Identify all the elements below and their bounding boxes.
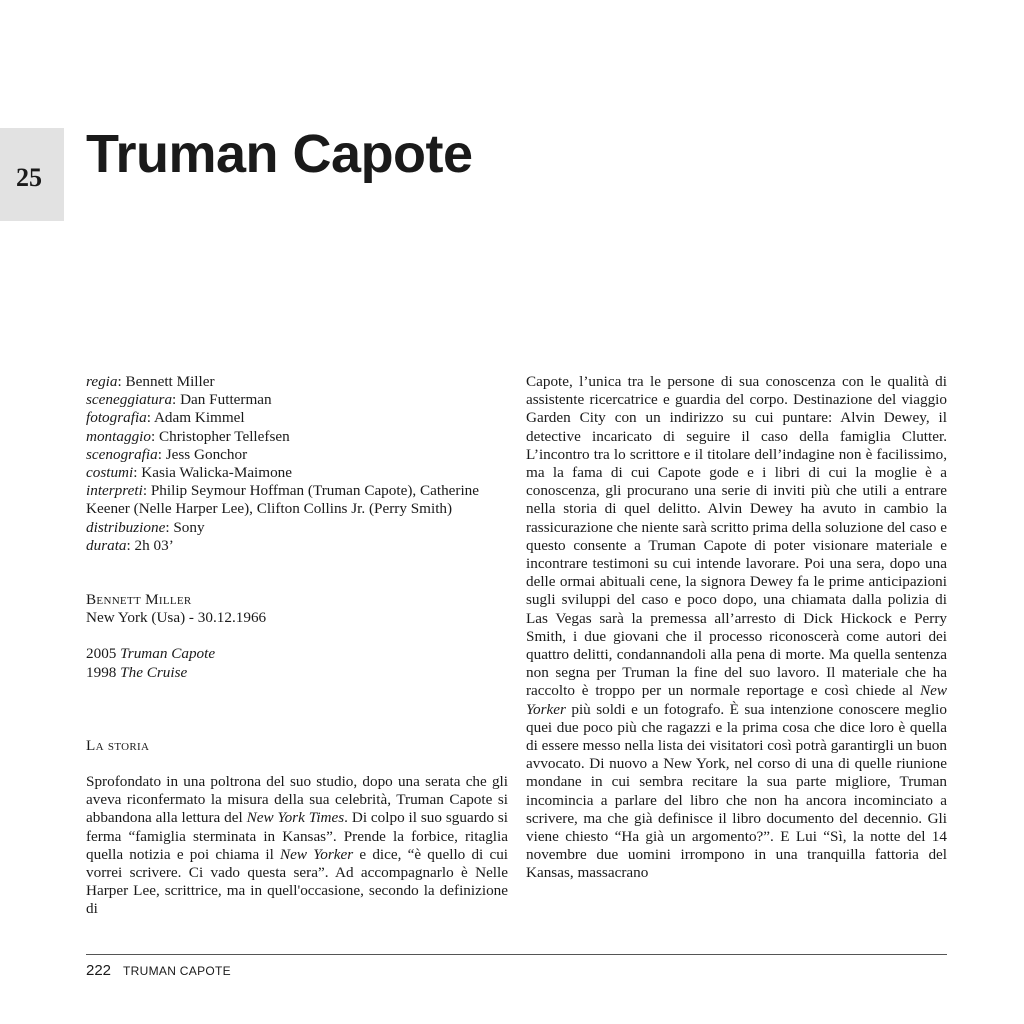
film-year: 2005 <box>86 645 117 663</box>
credit-value: Bennett Miller <box>125 373 215 390</box>
credit-label: distribuzione <box>86 518 166 536</box>
credit-line: interpreti: Philip Seymour Hoffman (Truman Capote), Catherine Keener (Nelle Harper Lee), Clifton Collins Jr. (Perry Smith) <box>86 482 480 518</box>
credit-label: interpreti <box>86 482 143 500</box>
credit-line: distribuzione: Sony <box>86 518 205 536</box>
credit-line: montaggio: Christopher Tellefsen <box>86 427 290 445</box>
credit-value: 2h 03’ <box>134 536 174 554</box>
credit-line: regia: Bennett Miller <box>86 373 215 390</box>
credit-line: costumi: Kasia Walicka-Maimone <box>86 464 293 482</box>
credit-label: scenografia <box>86 445 158 463</box>
director-heading: Bennett Miller <box>86 591 192 609</box>
filmography-item <box>86 664 508 682</box>
credits-block <box>86 373 508 555</box>
director-birth: New York (Usa) - 30.12.1966 <box>86 609 267 627</box>
credit-value: Jess Gonchor <box>165 445 248 463</box>
filmography-item <box>86 645 508 663</box>
film-year: 1998 <box>86 663 117 681</box>
credit-line: durata: 2h 03’ <box>86 536 174 554</box>
story-text-left: Sprofondato in una poltrona del suo studio, dopo una serata che gli aveva riconfermato la misura della sua celebrità, Truman Capote si abbandona alla lettura del New York Times. Di colpo il suo sguardo si ferma “famiglia sterminata in Kansas”. Prende la forbice, ritaglia quella notizia e poi chiama il New Yorker e dice, “è quello di cui vorrei scrivere. Ci vado questa sera”. Ad accompagnarlo è Nelle Harper Lee, scrittrice, ma in quell'occasione, secondo la definizione di <box>86 773 509 918</box>
footer-rule <box>86 954 947 955</box>
credit-value: Kasia Walicka-Maimone <box>141 464 293 482</box>
credit-value: Dan Futterman <box>180 391 272 409</box>
page-footer <box>86 962 231 979</box>
credit-label: regia <box>86 373 118 390</box>
chapter-number: 25 <box>16 163 42 192</box>
credit-value: Christopher Tellefsen <box>159 427 290 445</box>
story-heading: La storia <box>86 736 150 754</box>
chapter-title: Truman Capote <box>86 124 473 184</box>
credit-value: Adam Kimmel <box>153 409 245 427</box>
story-text-right: Capote, l’unica tra le persone di sua conoscenza con le qualità di assistente ricercatrice e guardia del corpo. Destinazione del viaggio Garden City con un indirizzo su cui puntare: Alvin Dewey, il detective incaricato di seguire il caso della famiglia Clutter. L’incontro tra lo scrittore e il titolare dell’indagine non è facilissimo, ma la fama di cui Capote gode e i libri di cui la moglie è a conoscenza, gli procurano una serie di inviti più che utili a entrare nella storia di quel delitto. Alvin Dewey ha avuto in cambio la rassicurazione che niente sarà scritto prima della soluzione del caso e questo consente a Truman Capote di poter visionare materiale e incontrare testimoni su cui intende lavorare. Poi una sera, dopo una delle ormai abituali cene, la signora Dewey fa le prime anticipazioni sugli sviluppi del caso e poco dopo, una chiamata dalla polizia di Las Vegas sarà la premessa all’arresto di Dick Hickock e Perry Smith, i due giovani che il processo riconoscerà come autori dei quattro delitti, condannandoli alla pena di morte. Ma quella sentenza non segna per Truman la fine del suo lavoro. Il materiale che ha raccolto è troppo per un normale reportage e così chiede al New Yorker più soldi e un fotografo. È sua intenzione conoscere meglio quei due poco più che ragazzi e la prima cosa che dice loro è quella di essere messo nella lista dei visitatori così potrà garantirgli un buon avvocato. Di nuovo a New York, nel corso di una di quelle riunione mondane in cui sembra recitare la sua parte migliore, Truman incomincia a parlare del libro che non ha ancora incominciato a scrivere, ma che già definisce il libro documento del decennio. Gli viene chiesto “Ha già un argomento?”. E Lui “Sì, la notte del 14 novembre due uomini irrompono in una tranquilla fattoria del Kansas, massacrano <box>526 373 947 882</box>
credit-label: sceneggiatura <box>86 391 173 409</box>
credit-line: fotografia: Adam Kimmel <box>86 409 245 427</box>
film-title: The Cruise <box>120 663 188 681</box>
credit-label: fotografia <box>86 409 147 427</box>
credit-label: durata <box>86 536 127 554</box>
credit-value: Philip Seymour Hoffman (Truman Capote), Catherine Keener (Nelle Harper Lee), Clifton Collins Jr. (Perry Smith) <box>86 482 480 518</box>
credit-label: costumi <box>86 464 134 482</box>
right-column <box>526 373 947 883</box>
credit-line: scenografia: Jess Gonchor <box>86 445 248 463</box>
credit-line: sceneggiatura: Dan Futterman <box>86 391 272 409</box>
film-title: Truman Capote <box>120 645 216 663</box>
running-title: TRUMAN CAPOTE <box>123 964 231 978</box>
credit-value: Sony <box>173 518 205 536</box>
page-number: 222 <box>86 962 112 979</box>
left-column <box>86 373 508 919</box>
credit-label: montaggio <box>86 427 151 445</box>
